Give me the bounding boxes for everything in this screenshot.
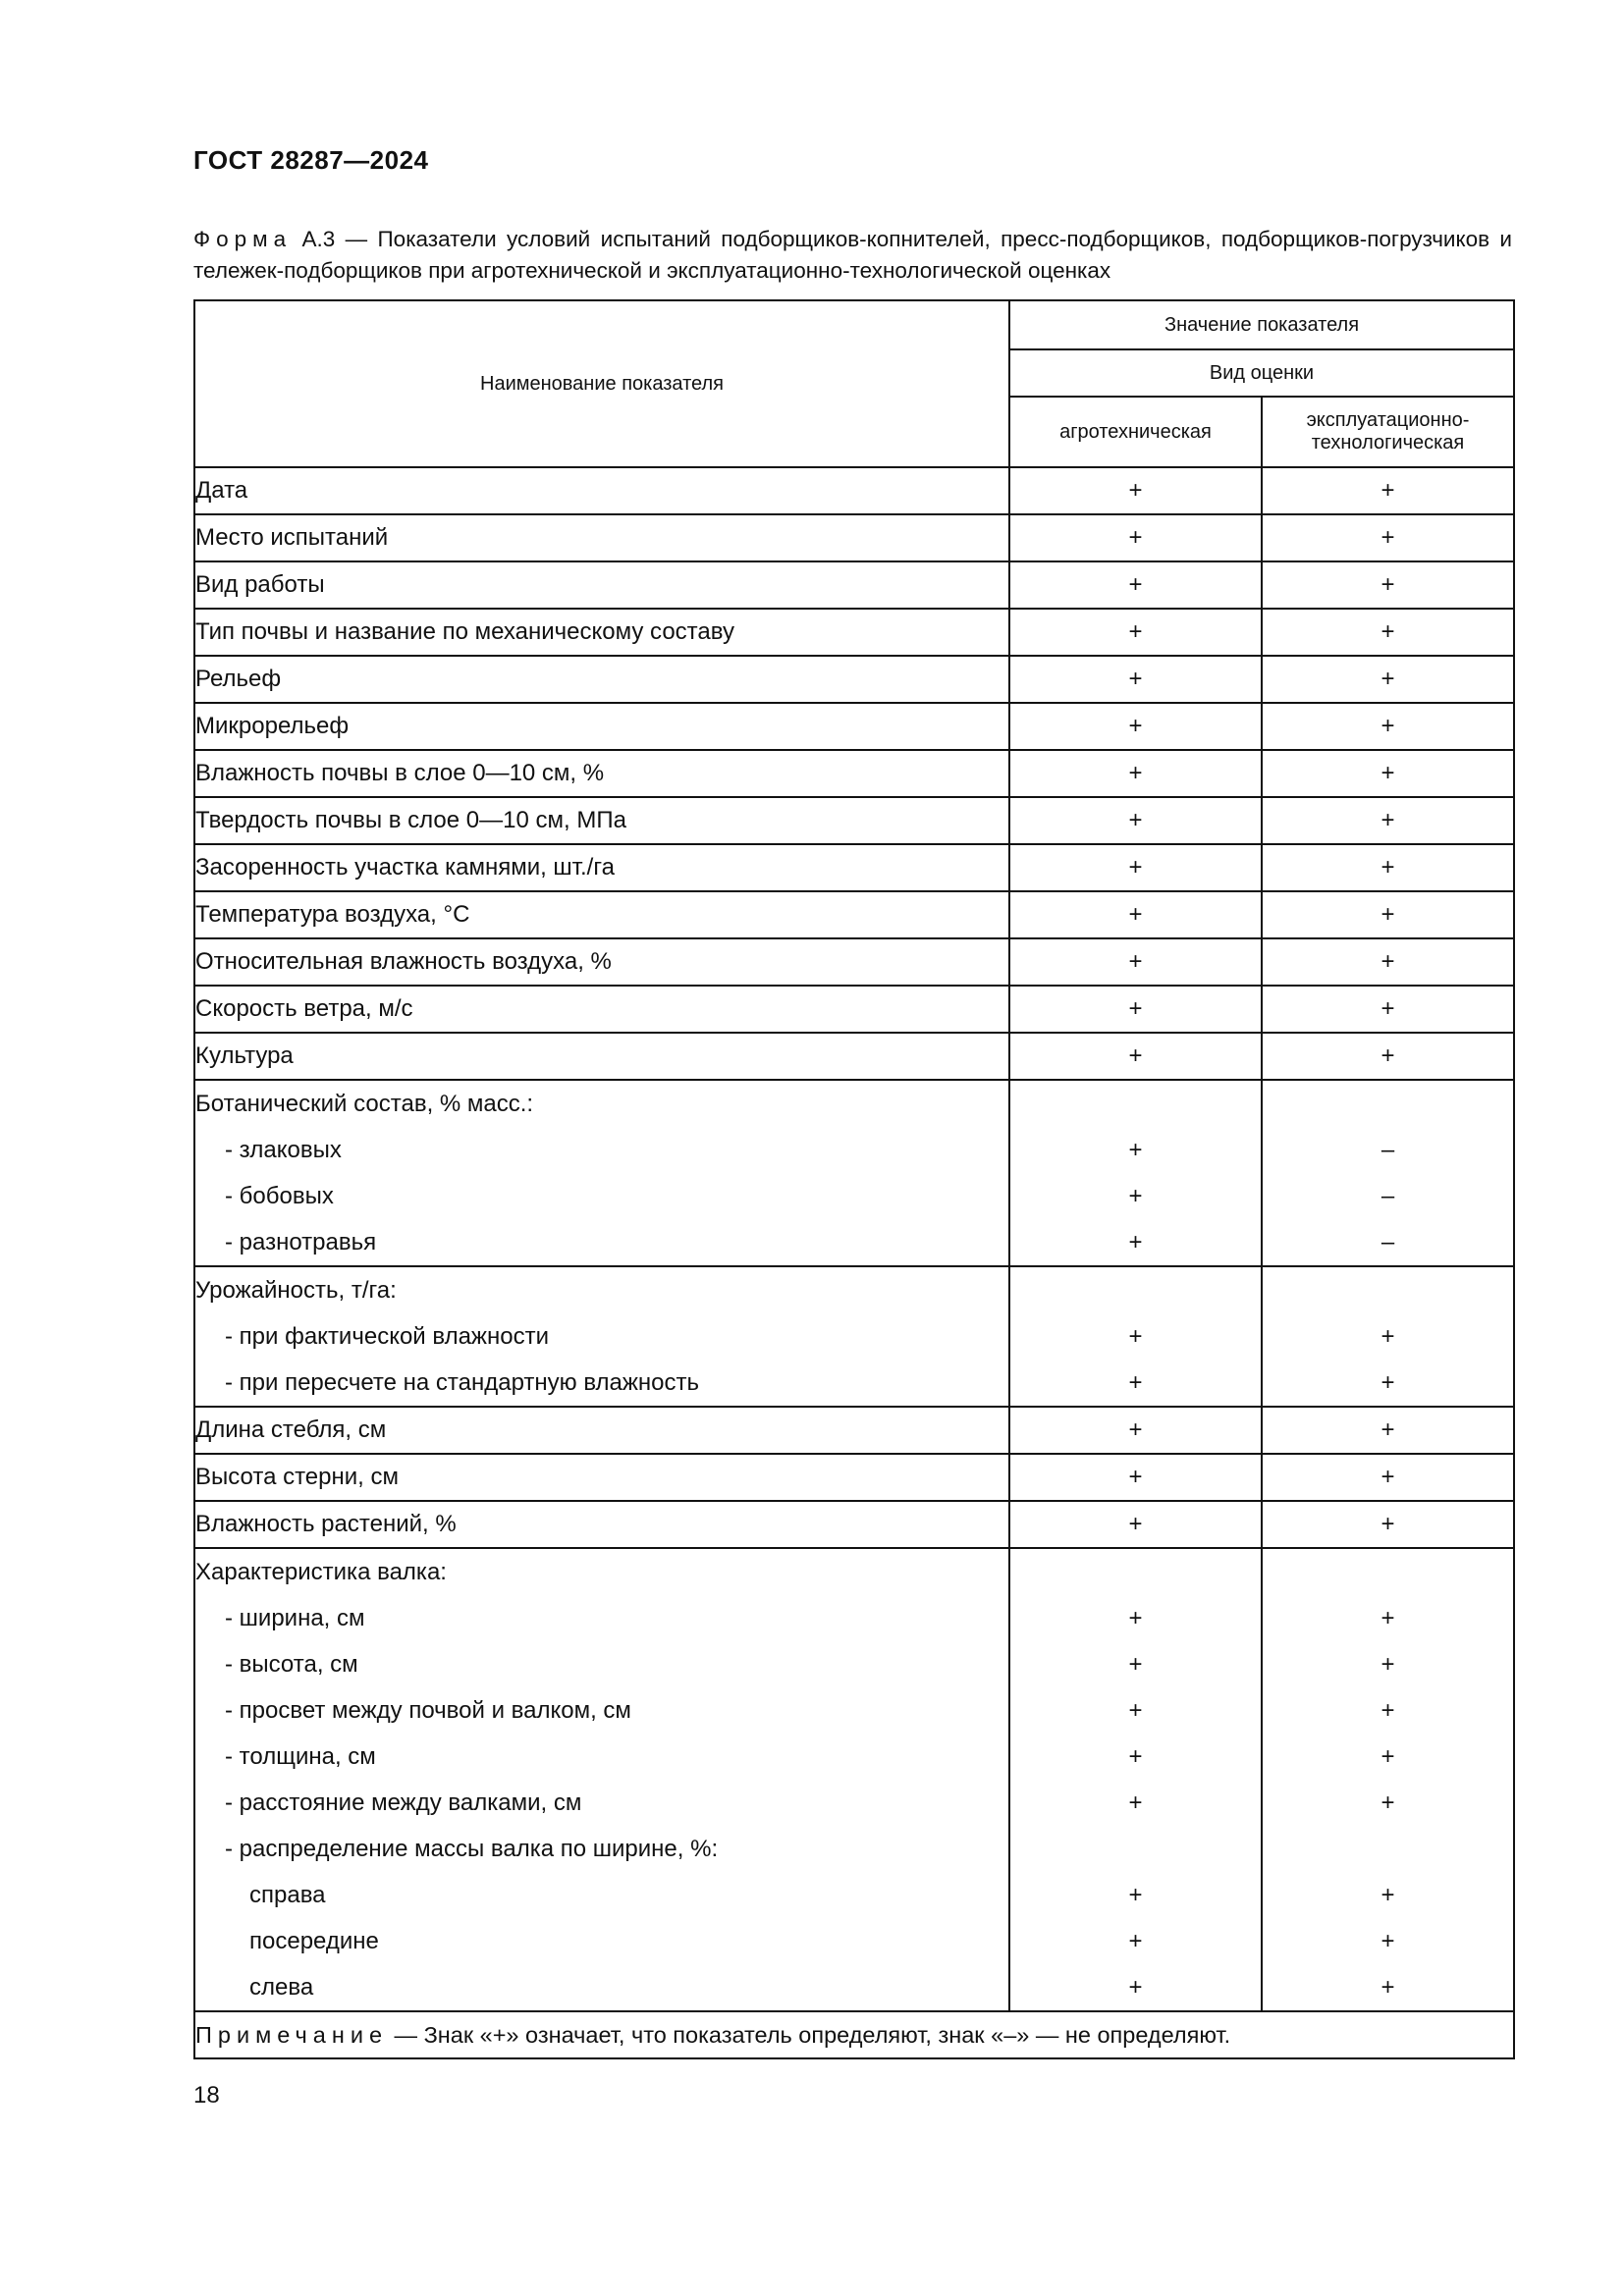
table-row [194, 656, 1514, 703]
header-operational: эксплуатационно- технологическая [1262, 397, 1514, 467]
table-row [194, 1033, 1514, 1080]
indicator-name: Твердость почвы в слое 0—10 см, МПа [194, 797, 1009, 844]
indicator-name: Высота стерни, см [194, 1454, 1009, 1501]
indicator-name: Температура воздуха, °С [194, 891, 1009, 938]
value-mark: + [1128, 1229, 1143, 1255]
value-expl: + [1262, 514, 1514, 561]
windrow-item: - толщина, см [225, 1743, 376, 1770]
windrow-item: - распределение массы валка по ширине, %: [225, 1836, 719, 1862]
windrow-item: - расстояние между валками, см [225, 1789, 582, 1816]
indicator-name: Скорость ветра, м/с [194, 986, 1009, 1033]
botanical-item: - бобовых [225, 1183, 334, 1209]
value-agro: + [1009, 1407, 1262, 1454]
indicator-name: Влажность почвы в слое 0—10 см, % [194, 750, 1009, 797]
value-mark: + [1380, 1928, 1395, 1954]
caption-prefix: Форма [193, 227, 293, 251]
indicator-name: Длина стебля, см [194, 1407, 1009, 1454]
table-row [194, 986, 1514, 1033]
table-row [194, 1454, 1514, 1501]
botanical-title: Ботанический состав, % масс.: [195, 1091, 534, 1117]
note-text: — Знак «+» означает, что показатель определяют, знак «–» — не определяют. [388, 2021, 1231, 2048]
note-label: Примечание [195, 2021, 389, 2048]
value-mark: + [1380, 1789, 1395, 1816]
indicator-name: Место испытаний [194, 514, 1009, 561]
table-row [194, 514, 1514, 561]
indicator-name: Относительная влажность воздуха, % [194, 938, 1009, 986]
botanical-item: - разнотравья [225, 1229, 377, 1255]
table-note [194, 2011, 1514, 2058]
value-expl: + [1262, 609, 1514, 656]
value-mark: – [1380, 1183, 1395, 1209]
value-mark: + [1380, 1974, 1395, 2001]
windrow-item: - ширина, см [225, 1605, 365, 1631]
table-row [194, 891, 1514, 938]
indicator-name: Засоренность участка камнями, шт./га [194, 844, 1009, 891]
yield-title: Урожайность, т/га: [195, 1277, 397, 1304]
value-expl: + [1262, 1501, 1514, 1548]
indicator-name: Тип почвы и название по механическому составу [194, 609, 1009, 656]
header-agrotechnical: агротехническая [1009, 397, 1262, 467]
header-indicator-name: Наименование показателя [194, 300, 1009, 467]
value-agro: + [1009, 609, 1262, 656]
value-mark: + [1128, 1882, 1143, 1908]
value-mark: + [1380, 1743, 1395, 1770]
value-expl: + [1262, 1454, 1514, 1501]
botanical-expl-cell [1262, 1080, 1514, 1266]
value-agro: + [1009, 561, 1262, 609]
value-expl: + [1262, 938, 1514, 986]
value-agro: + [1009, 938, 1262, 986]
value-agro: + [1009, 514, 1262, 561]
table-row-windrow [194, 1548, 1514, 2011]
page-number: 18 [193, 2082, 220, 2109]
value-expl: + [1262, 1033, 1514, 1080]
value-expl: + [1262, 1407, 1514, 1454]
indicator-name: Культура [194, 1033, 1009, 1080]
value-agro: + [1009, 750, 1262, 797]
value-mark: + [1380, 1323, 1395, 1350]
value-expl: + [1262, 467, 1514, 514]
value-expl: + [1262, 844, 1514, 891]
value-agro: + [1009, 656, 1262, 703]
windrow-agro-cell [1009, 1548, 1262, 2011]
botanical-name-cell [194, 1080, 1009, 1266]
indicator-name: Влажность растений, % [194, 1501, 1009, 1548]
value-mark: + [1380, 1651, 1395, 1678]
windrow-item: - просвет между почвой и валком, см [225, 1697, 631, 1724]
windrow-subitem: справа [249, 1882, 326, 1908]
value-mark: – [1380, 1137, 1395, 1163]
windrow-title: Характеристика валка: [195, 1559, 447, 1585]
simple-rows [194, 467, 1514, 1080]
value-mark: + [1128, 1369, 1143, 1396]
value-mark: + [1380, 1697, 1395, 1724]
value-mark [1010, 1826, 1261, 1872]
value-agro: + [1009, 797, 1262, 844]
value-agro: + [1009, 844, 1262, 891]
windrow-subitem: посередине [249, 1928, 379, 1954]
value-expl: + [1262, 656, 1514, 703]
value-expl: + [1262, 986, 1514, 1033]
yield-name-cell [194, 1266, 1009, 1407]
table-row-note [194, 2011, 1514, 2058]
indicator-name: Микрорельеф [194, 703, 1009, 750]
value-mark: + [1380, 1882, 1395, 1908]
table-row [194, 844, 1514, 891]
table-row [194, 609, 1514, 656]
table-row [194, 561, 1514, 609]
value-mark: + [1128, 1697, 1143, 1724]
yield-item: - при фактической влажности [225, 1323, 549, 1350]
value-agro: + [1009, 467, 1262, 514]
indicators-table [193, 299, 1515, 2059]
value-expl: + [1262, 561, 1514, 609]
table-row [194, 703, 1514, 750]
value-mark: + [1128, 1743, 1143, 1770]
windrow-subitem: слева [249, 1974, 314, 2001]
header-assessment-kind: Вид оценки [1009, 349, 1514, 397]
value-agro: + [1009, 1454, 1262, 1501]
value-agro: + [1009, 703, 1262, 750]
value-agro: + [1009, 891, 1262, 938]
header-value: Значение показателя [1009, 300, 1514, 349]
value-mark: + [1128, 1137, 1143, 1163]
form-caption [193, 224, 1512, 287]
table-row [194, 750, 1514, 797]
value-mark: + [1128, 1651, 1143, 1678]
indicator-name: Дата [194, 467, 1009, 514]
simple-rows-2 [194, 1407, 1514, 1548]
value-mark: + [1380, 1369, 1395, 1396]
windrow-item: - высота, см [225, 1651, 358, 1678]
table-row [194, 938, 1514, 986]
windrow-name-cell [194, 1548, 1009, 2011]
value-mark: + [1128, 1323, 1143, 1350]
botanical-item: - злаковых [225, 1137, 342, 1163]
value-expl: + [1262, 797, 1514, 844]
value-mark: + [1380, 1605, 1395, 1631]
caption-text: А.3 — Показатели условий испытаний подборщиков-копнителей, пресс-подборщиков, подборщиков-погрузчиков и тележек-подборщиков при агротехнической и эксплуатационно-технологической оценках [193, 227, 1512, 283]
botanical-agro-cell [1009, 1080, 1262, 1266]
indicator-name: Рельеф [194, 656, 1009, 703]
table-row [194, 467, 1514, 514]
table-row [194, 1501, 1514, 1548]
value-mark: – [1380, 1229, 1395, 1255]
windrow-expl-cell [1262, 1548, 1514, 2011]
value-expl: + [1262, 750, 1514, 797]
yield-expl-cell [1262, 1266, 1514, 1407]
yield-item: - при пересчете на стандартную влажность [225, 1369, 700, 1396]
value-agro: + [1009, 1501, 1262, 1548]
value-expl: + [1262, 891, 1514, 938]
value-agro: + [1009, 986, 1262, 1033]
standard-designation: ГОСТ 28287—2024 [193, 145, 429, 175]
value-mark: + [1128, 1974, 1143, 2001]
value-mark: + [1128, 1183, 1143, 1209]
yield-agro-cell [1009, 1266, 1262, 1407]
value-mark: + [1128, 1605, 1143, 1631]
indicator-name: Вид работы [194, 561, 1009, 609]
table-row [194, 1407, 1514, 1454]
table-row-yield [194, 1266, 1514, 1407]
value-mark: + [1128, 1789, 1143, 1816]
table-row-botanical [194, 1080, 1514, 1266]
value-agro: + [1009, 1033, 1262, 1080]
table-row [194, 797, 1514, 844]
value-mark: + [1128, 1928, 1143, 1954]
value-mark [1263, 1826, 1513, 1872]
value-expl: + [1262, 703, 1514, 750]
